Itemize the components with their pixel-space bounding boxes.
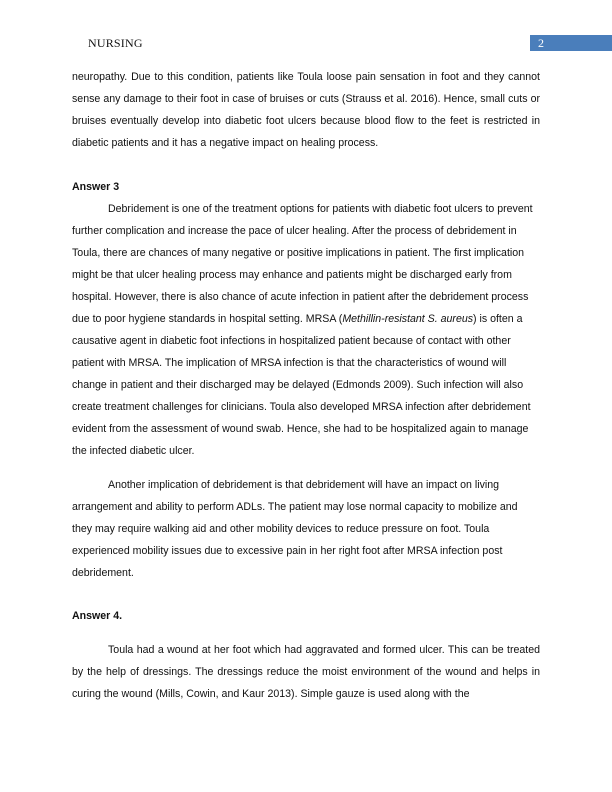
paragraph-text: ) is often a causative agent in diabetic foot infections in hospitalized patient because of contact with other patient with MRSA. The implication of MRSA infection is that the characteristics of wound will change in patient and their discharged may be delayed (Edmonds 2009). Such infection will also create treatment challenges for clinicians. Toula also developed MRSA infection after debridement evident from the assessment of wound swab. Hence, she had to be hospitalized again to manage the infected diabetic ulcer. xyxy=(72,313,531,457)
section-heading: Answer 3 xyxy=(72,181,120,193)
paragraph: Another implication of debridement is that debridement will have an impact on living arrangement and ability to perform ADLs. The patient may lose normal capacity to mobilize and they may require walking aid and other mobility devices to reduce pressure on foot. Toula experienced mobility issues due to excessive pain in her right foot after MRSA infection post debridement. xyxy=(72,479,518,579)
italic-term: Methillin-resistant S. aureus xyxy=(342,313,474,325)
section-heading: Answer 4. xyxy=(72,610,123,622)
paragraph: Toula had a wound at her foot which had aggravated and formed ulcer. This can be treated by the help of dressings. The dressings reduce the moist environment of the wound and helps in curing the wound (Mills, Cowin, and Kaur 2013). Simple gauze is used along with the xyxy=(72,644,540,700)
page-number: 2 xyxy=(530,35,612,51)
paragraph xyxy=(72,198,540,462)
document-body xyxy=(72,66,540,705)
paragraph-text: Debridement is one of the treatment options for patients with diabetic foot ulcers to prevent further complication and increase the pace of ulcer healing. After the process of debridement in Toula, there are chances of many negative or positive implications in patient. The first implication might be that ulcer healing process may enhance and patients might be discharged early from hospital. However, there is also chance of acute infection in patient after the debridement process due to poor hygiene standards in hospital setting. MRSA ( xyxy=(72,203,533,325)
running-header: NURSING xyxy=(88,36,143,50)
paragraph: neuropathy. Due to this condition, patients like Toula loose pain sensation in foot and they cannot sense any damage to their foot in case of bruises or cuts (Strauss et al. 2016). Hence, small cuts or bruises eventually develop into diabetic foot ulcers because blood flow to the feet is restricted in diabetic patients and it has a negative impact on healing process. xyxy=(72,71,540,149)
